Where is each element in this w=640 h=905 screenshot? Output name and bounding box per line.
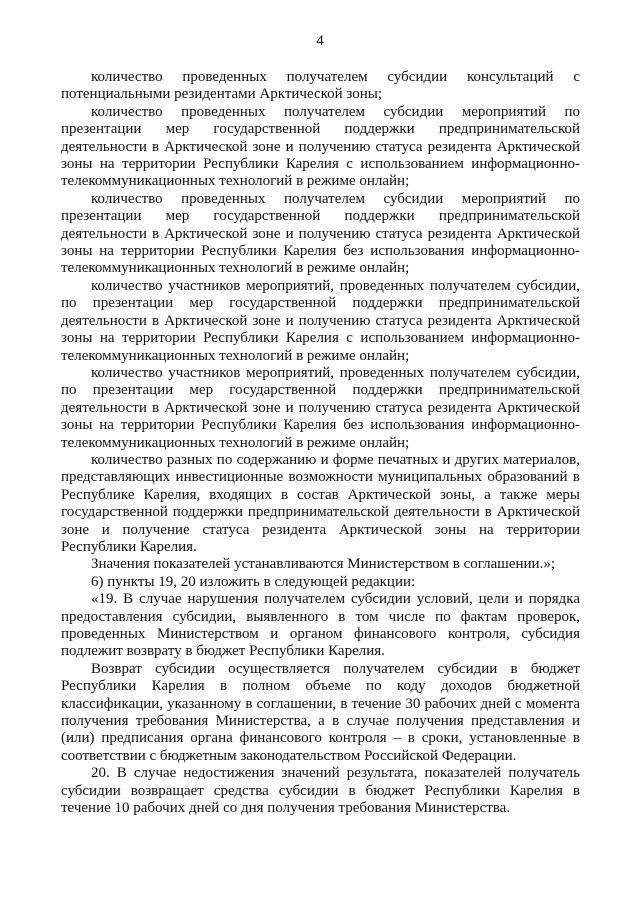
paragraph: количество проведенных получателем субсидии консультаций с потенциальными резидентами Арктической зоны; [61,69,580,103]
paragraph: количество разных по содержанию и форме печатных и других материалов, представляющих инвестиционные возможности муниципальных образований в Республике Карелия, входящих в состав Арктической зоны, а также меры государственной поддержки предпринимательской деятельности в Арктической зоне и получение статуса резидента Арктической зоны на территории Республики Карелия. [61,451,580,555]
body-text [61,69,580,817]
paragraph: Возврат субсидии осуществляется получателем субсидии в бюджет Республики Карелия в полном объеме по коду доходов бюджетной классификации, указанному в соглашении, в течение 30 рабочих дней с момента получения требования Министерства, а в случае получения представления и (или) предписания органа финансового контроля – в сроки, установленные в соответствии с бюджетным законодательством Российской Федерации. [61,660,580,764]
page-number: 4 [316,33,324,49]
paragraph: «19. В случае нарушения получателем субсидии условий, цели и порядка предоставления субсидии, выявленного в том числе по фактам проверок, проведенных Министерством и органом финансового контроля, субсидия подлежит возврату в бюджет Республики Карелия. [61,591,580,660]
paragraph: количество проведенных получателем субсидии мероприятий по презентации мер государственной поддержки предпринимательской деятельности в Арктической зоне и получению статуса резидента Арктической зоны на территории Республики Карелия без использования информационно-телекоммуникационных технологий в режиме онлайн; [61,190,580,277]
paragraph: количество участников мероприятий, проведенных получателем субсидии, по презентации мер государственной поддержки предпринимательской деятельности в Арктической зоне и получению статуса резидента Арктической зоны на территории Республики Карелия без использования информационно-телекоммуникационных технологий в режиме онлайн; [61,364,580,451]
paragraph: количество участников мероприятий, проведенных получателем субсидии, по презентации мер государственной поддержки предпринимательской деятельности в Арктической зоне и получению статуса резидента Арктической зоны на территории Республики Карелия с использованием информационно-телекоммуникационных технологий в режиме онлайн; [61,277,580,364]
paragraph: 6) пункты 19, 20 изложить в следующей редакции: [91,573,416,590]
paragraph: Значения показателей устанавливаются Министерством в соглашении.»; [91,556,555,573]
paragraph: количество проведенных получателем субсидии мероприятий по презентации мер государственной поддержки предпринимательской деятельности в Арктической зоне и получению статуса резидента Арктической зоны на территории Республики Карелия с использованием информационно-телекоммуникационных технологий в режиме онлайн; [61,103,580,190]
paragraph: 20. В случае недостижения значений результата, показателей получатель субсидии возвращает средства субсидии в бюджет Республики Карелия в течение 10 рабочих дней со дня получения требования Министерства. [61,765,580,817]
